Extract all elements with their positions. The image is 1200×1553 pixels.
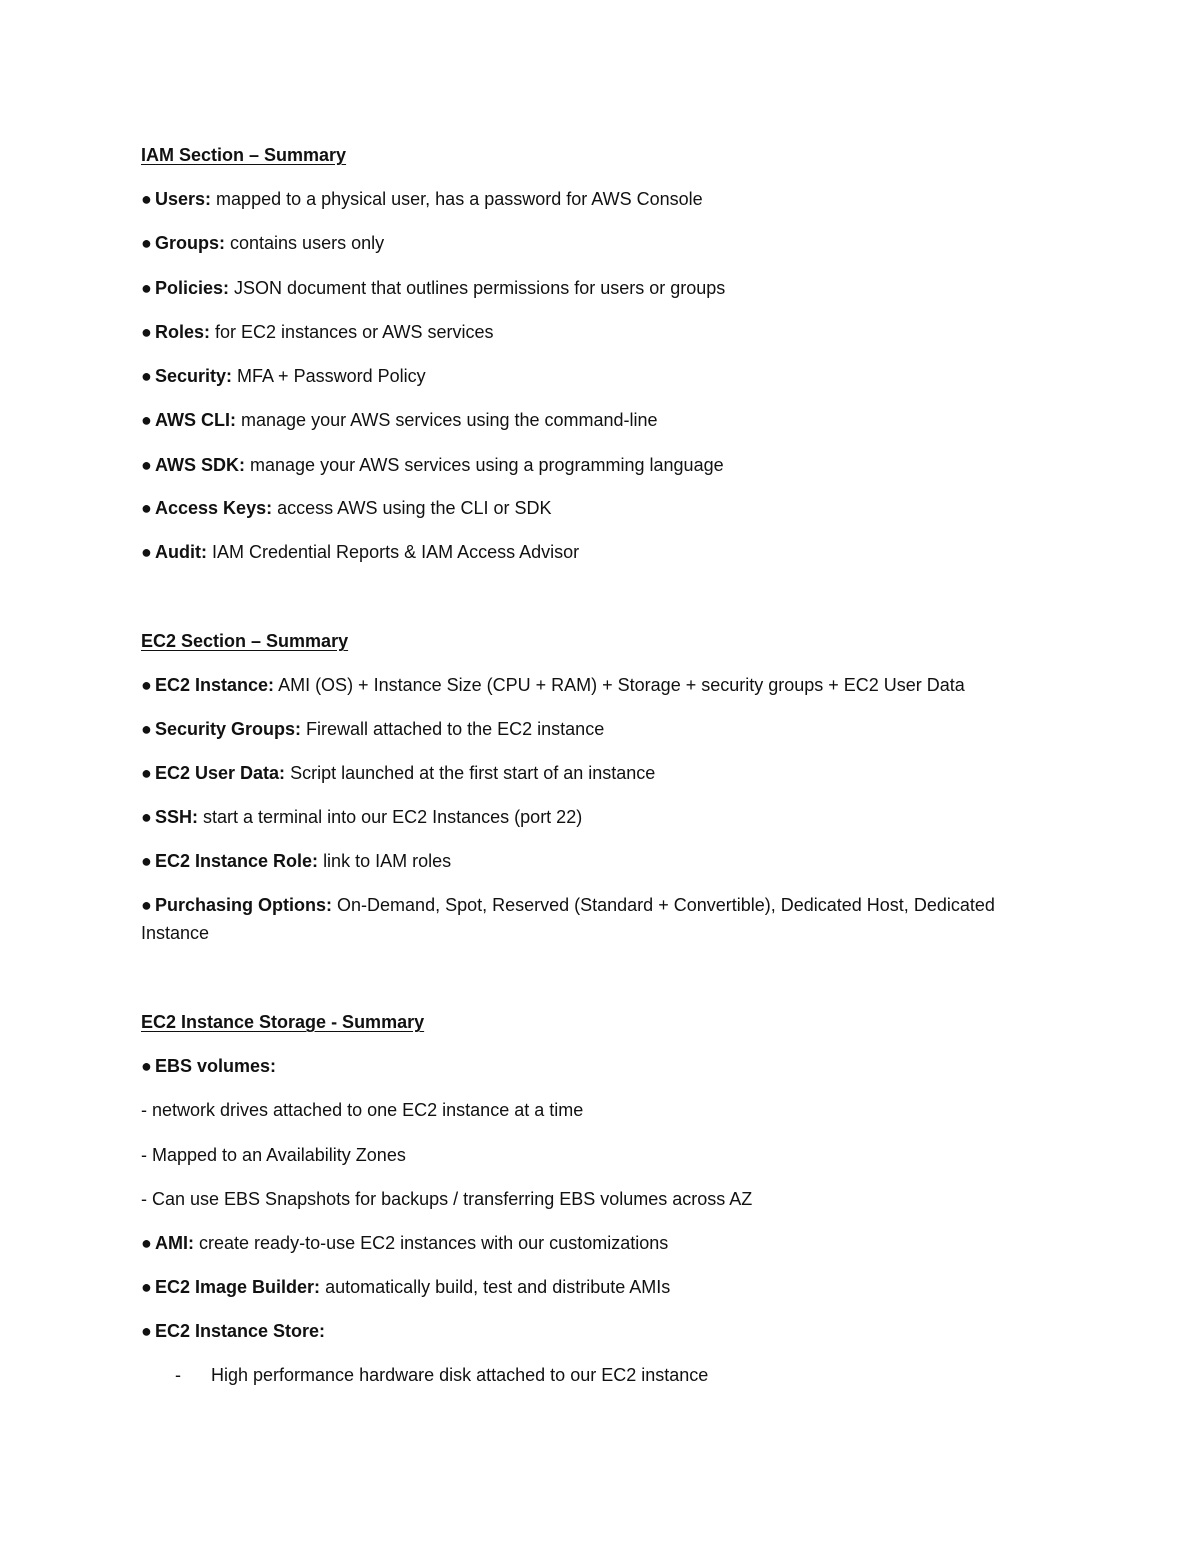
bullet-icon: ●: [141, 895, 152, 915]
iam-item-access-keys: ● Access Keys: access AWS using the CLI or SDK: [141, 498, 552, 518]
bullet-icon: ●: [141, 807, 152, 827]
bullet-icon: ●: [141, 189, 152, 209]
ec2-item-instance-role: ● EC2 Instance Role: link to IAM roles: [141, 851, 452, 871]
iam-item-audit: ● Audit: IAM Credential Reports & IAM Access Advisor: [141, 542, 580, 562]
bullet-icon: ●: [141, 322, 152, 342]
ec2-item-purchasing-options: ● Purchasing Options: On-Demand, Spot, Reserved (Standard + Convertible), Dedicated Host, Dedicated Instance: [141, 891, 1061, 947]
ec2-item-ssh: ● SSH: start a terminal into our EC2 Instances (port 22): [141, 807, 583, 827]
storage-item-image-builder: ● EC2 Image Builder: automatically build, test and distribute AMIs: [141, 1277, 671, 1297]
iam-item-aws-cli: ● AWS CLI: manage your AWS services using the command-line: [141, 410, 658, 430]
storage-item-ami: ● AMI: create ready-to-use EC2 instances with our customizations: [141, 1233, 669, 1253]
instance-store-point: - High performance hardware disk attached to our EC2 instance: [175, 1365, 709, 1385]
bullet-icon: ●: [141, 1277, 152, 1297]
bullet-icon: ●: [141, 763, 152, 783]
bullet-icon: ●: [141, 233, 152, 253]
bullet-icon: ●: [141, 675, 152, 695]
bullet-icon: ●: [141, 278, 152, 298]
iam-item-users: ● Users: mapped to a physical user, has a password for AWS Console: [141, 189, 703, 209]
iam-item-groups: ● Groups: contains users only: [141, 233, 385, 253]
bullet-icon: ●: [141, 719, 152, 739]
iam-item-policies: ● Policies: JSON document that outlines permissions for users or groups: [141, 278, 726, 298]
iam-item-aws-sdk: ● AWS SDK: manage your AWS services using a programming language: [141, 455, 724, 475]
iam-section-heading: IAM Section – Summary: [141, 145, 347, 165]
bullet-icon: ●: [141, 366, 152, 386]
bullet-icon: ●: [141, 410, 152, 430]
bullet-icon: ●: [141, 542, 152, 562]
ebs-point: - network drives attached to one EC2 instance at a time: [141, 1100, 584, 1120]
storage-item-ebs: ● EBS volumes:: [141, 1056, 277, 1076]
bullet-icon: ●: [141, 498, 152, 518]
bullet-icon: ●: [141, 1056, 152, 1076]
bullet-icon: ●: [141, 455, 152, 475]
bullet-icon: ●: [141, 851, 152, 871]
storage-item-instance-store: ● EC2 Instance Store:: [141, 1321, 326, 1341]
bullet-icon: ●: [141, 1233, 152, 1253]
ebs-point: - Can use EBS Snapshots for backups / transferring EBS volumes across AZ: [141, 1189, 753, 1209]
dash-marker: -: [175, 1365, 181, 1385]
ec2-item-user-data: ● EC2 User Data: Script launched at the first start of an instance: [141, 763, 656, 783]
iam-item-security: ● Security: MFA + Password Policy: [141, 366, 426, 386]
ec2-section-heading: EC2 Section – Summary: [141, 631, 349, 651]
ebs-point: - Mapped to an Availability Zones: [141, 1145, 406, 1165]
storage-section-heading: EC2 Instance Storage - Summary: [141, 1012, 425, 1032]
ec2-item-instance: ● EC2 Instance: AMI (OS) + Instance Size (CPU + RAM) + Storage + security groups + EC2 User Data: [141, 675, 965, 695]
iam-item-roles: ● Roles: for EC2 instances or AWS services: [141, 322, 494, 342]
bullet-icon: ●: [141, 1321, 152, 1341]
ec2-item-security-groups: ● Security Groups: Firewall attached to the EC2 instance: [141, 719, 605, 739]
